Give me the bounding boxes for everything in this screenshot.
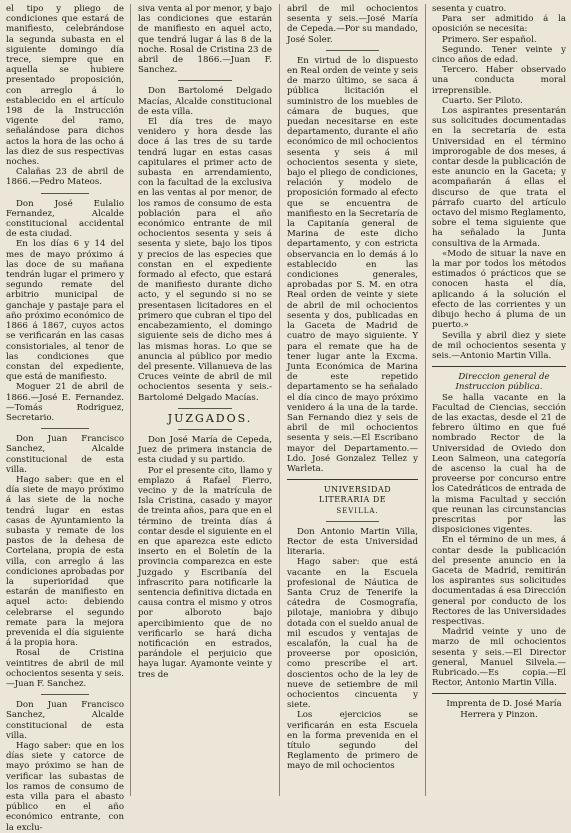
paragraph: Cuarto. Ser Piloto. <box>442 95 523 106</box>
paragraph: Hago saber: que en el día siete de mayo próximo á las siete de la noche tendrá lugar en estas casas de Ayuntamiento la subasta y remate de los pastos de la dehesa de Cortelana, propia de esta villa, con arreglo á las condiciones aprobadas por la superioridad que estarán de manifiesto en aquel acto: debiendo celebrarse el segundo remate para la mejora prevenida el día siguiente á la propia hora. <box>6 474 124 649</box>
column-divider <box>425 4 426 796</box>
column-4 <box>432 4 566 796</box>
column-divider <box>279 4 280 796</box>
paragraph: Tercero. Haber observado una conducta moral irreprensible. <box>432 65 566 96</box>
section-subheading: SEVILLA. <box>336 506 379 515</box>
paragraph: abril de mil ochocientos sesenta y seis.—José María de Cepeda.—Por su mandado, José Soler. <box>287 4 418 45</box>
section-divider <box>178 408 232 409</box>
paragraph: Los ejercicios se verificarán en esta Escuela en la forma prevenida en el título segundo del Reglamento de primero de mayo de mil ochocientos <box>287 710 418 772</box>
paragraph: El día tres de mayo venidero y hora desde las doce á las tres de su tarde tendrá lugar en estas casas capitulares el primer acto de subasta en arrendamiento, con la facultad de la exclusiva en las ventas al por menor, de los ramos de consumo de esta población para el año económico entrante de mil ochocientos sesenta y seis á sesenta y siete, bajo los tipos y precios de las especies que constan en el expediente formado al efecto, que estará de manifiesto durante dicho acto, y el segundo si no se presentasen licitadores en el primero que cubran el tipo del encabezamiento, el domingo siguiente seis de dicho mes á las mismas horas. Lo que se anuncia al público por medio del presente. Villanueva de las Cruces veinte de abril de mil ochocientos sesenta y seis.-Bartolomé Delgado Macías. <box>138 117 272 403</box>
section-divider <box>41 428 88 429</box>
section-divider <box>178 80 232 81</box>
section-heading: UNIVERSIDAD LITERARIA DE <box>318 485 392 505</box>
paragraph: Primero. Ser español. <box>442 34 537 45</box>
section-divider <box>41 193 88 194</box>
paragraph: Calañas 23 de abril de 1866.—Pedro Mateos. <box>6 167 124 188</box>
paragraph: Sevilla y abril diez y siete de mil ochocientos sesenta y seis.—Antonio Martin Villa. <box>432 330 566 361</box>
paragraph: Segundo. Tener veinte y cinco años de edad. <box>432 44 566 66</box>
section-heading: JUZGADOS. <box>167 411 253 425</box>
paragraph: siva venta al por menor, y bajo las condiciones que estarán de manifiesto en aquel acto, que tendrá lugar á las 8 de la noche. Rosal de Cristina 23 de abril de 1866.—Juan F. Sanchez. <box>138 4 272 76</box>
paragraph: Don Antonio Martin Villa, Rector de esta Universidad literaria. <box>287 526 418 558</box>
paragraph: Don Juan Francisco Sanchez, Alcalde constitucional de esta villa. <box>6 434 124 475</box>
column-2 <box>138 4 272 796</box>
paragraph: Por el presente cito, llamo y emplazo á Rafael Fierro, vecino y de la matrícula de Isla Cristina, casado y mayor de treinta años, para que en el término de treinta días á contar desde el siguiente en el en que aparezca este edicto inserto en el Boletín de la provincia comparezca en este Juzgado y Escribanía del infrascrito para notificarle la sentencia definitiva dictada en causa contra el mismo y otros por alboroto bajo apercibimiento que de no verificarlo se hará dicha notificación en estrados, parándole el perjuicio que haya lugar. Ayamonte veinte y tres de <box>138 465 272 680</box>
paragraph: En los días 6 y 14 del mes de mayo próximo á las doce de su mañana tendrán lugar el primero y segundo remate del arbitrio municipal de ganchaje y pastaje para el año próximo económico de 1866 á 1867, cuyos actos se verificarán en las casas consistoriales, al tenor de las condiciones que constan del expediente, que está de manifiesto. <box>6 239 124 383</box>
section-divider <box>287 479 418 480</box>
paragraph: Hago saber: que está vacante en la Escuela profesional de Náutica de Santa Cruz de Tenerife la cátedra de Cosmografía, pilotaje, maniobra y dibujo dotada con el sueldo anual de mil escudos y ventajas de escalafón, la cual ha de proveerse por oposición, como prescribe el art. doscientos ocho de la ley de nueve de setiembre de mil ochocientos cincuenta y siete. <box>287 557 418 711</box>
paragraph: «Modo de situar la nave en la mar por todos los métodos estimados ó prácticos que se conocen hasta el día, aplicando á la solución el efecto de las corrientes y un dibujo hecho á pluma de un puerto.» <box>432 248 566 331</box>
paragraph: Don José María de Cepeda, Juez de primera instancia de esta ciudad y su partido. <box>138 434 272 466</box>
column-1 <box>6 4 124 833</box>
paragraph: Don Juan Francisco Sanchez, Alcalde constitucional de esta villa. <box>6 700 124 741</box>
column-divider <box>130 4 131 796</box>
paragraph: Don José Eulalio Fernandez, Alcalde constitucional accidental de esta ciudad. <box>6 198 124 240</box>
printer-imprint: Imprenta de D. José María Herrera y Pinzon. <box>446 699 562 720</box>
paragraph: Don Bartolomé Delgado Macías, Alcalde constitucional de esta villa. <box>138 86 272 117</box>
paragraph: el tipo y pliego de condiciones que estará de manifiesto, celebrándose la segunda subasta en el siguiente domingo día trece, siempre que en aquella se hubiere presentado proposición, con arreglo á lo establecido en el artículo 198 de la Instrucción vigente del ramo, señalándose para dichos actos la hora de las ocho á las diez de sus respectivas noches. <box>6 4 124 168</box>
paragraph: Para ser admitido á la oposición se necesita: <box>432 14 566 35</box>
paragraph: En el término de un mes, á contar desde la publicación del presente anuncio en la Gaceta de Madrid, remitirán los aspirantes sus solicitudes documentadas á esa Dirección general por conducto de los Rectores de las Universidades respectivas. <box>432 535 566 627</box>
section-divider <box>432 366 566 367</box>
section-divider <box>326 521 378 522</box>
paragraph: Moguer 21 de abril de 1866.—José E. Fernandez.—Tomás Rodriguez, Secretario. <box>6 382 124 423</box>
column-3 <box>287 4 418 796</box>
paragraph: Se halla vacante en la Facultad de Ciencias, sección de las exactas, desde el 21 de febrero último en que fué nombrado Rector de la Universidad de Oviedo don Leon Salmeon, una categoría de ascenso la cual ha de proveerse por concurso entre los Catedráticos de entrada de la misma Facultad y sección que reunan las circunstancias prescritas por las disposiciones vigentes. <box>432 392 566 536</box>
section-divider <box>326 50 378 51</box>
paragraph: Rosal de Cristina veintitres de abril de mil ochocientos sesenta y seis.—Juan F. Sanchez. <box>6 648 124 689</box>
paragraph: Hago saber: que en los días siete y catorce de mayo próximo se han de verificar las subastas de los ramos de consumo de esta villa para el abasto público en el año económico entrante, con la exclu- <box>6 741 124 833</box>
section-divider <box>41 694 88 695</box>
section-divider <box>178 429 232 430</box>
paragraph: Madrid veinte y uno de marzo de mil ochocientos sesenta y seis.—El Director general, Manuel Silvela.—Rubricado.—Es copia.—El Rector, Antonio Martin Villa. <box>432 627 566 689</box>
section-heading: Direccion general de Instruccion pública. <box>455 372 550 393</box>
paragraph: sesenta y cuatro. <box>432 4 507 14</box>
paragraph: En virtud de lo dispuesto en Real orden de veinte y seis de marzo último, se saca á pública licitación el suministro de los muebles de cámara de buques, que puedan necesitarse en este departamento, durante el año económico de mil ochocientos sesenta y seis á mil ochocientos sesenta y siete, bajo el pliego de condiciones, relación y modelo de proposición formado al efecto que se encuentra de manifiesto en la Secretaría de la Capitanía general de Marina de este dicho departamento, y con estricta observancia en lo demás á lo establecido en las condiciones generales, aprobadas por S. M. en otra Real orden de veinte y siete de abril de mil ochocientos sesenta y dos, publicadas en la Gaceta de Madrid de cuatro de mayo siguiente. Y para el remate que ha de tener lugar ante la Excma. Junta Económica de Marina de este repetido departamento se ha señalado el día cinco de mayo próximo venidero á la una de la tarde. San Fernando diez y seis de abril de mil ochocientos sesenta y seis.—El Escribano mayor del Departamento.—Ldo. José Gonzalez Tellez y Warleta. <box>287 55 419 474</box>
paragraph: Los aspirantes presentarán sus solicitudes documentadas en la secretaría de esta Universidad en el término improrogable de dos meses, á contar desde la publicación de este anuncio en la Gaceta; y acompañarán á ellas el discurso de que trata el párrafo cuarto del artículo octavo del mismo Reglamento, sobre el tema siguiente que ha señalado la Junta consultiva de la Armada. <box>432 106 566 249</box>
section-divider <box>432 693 566 694</box>
